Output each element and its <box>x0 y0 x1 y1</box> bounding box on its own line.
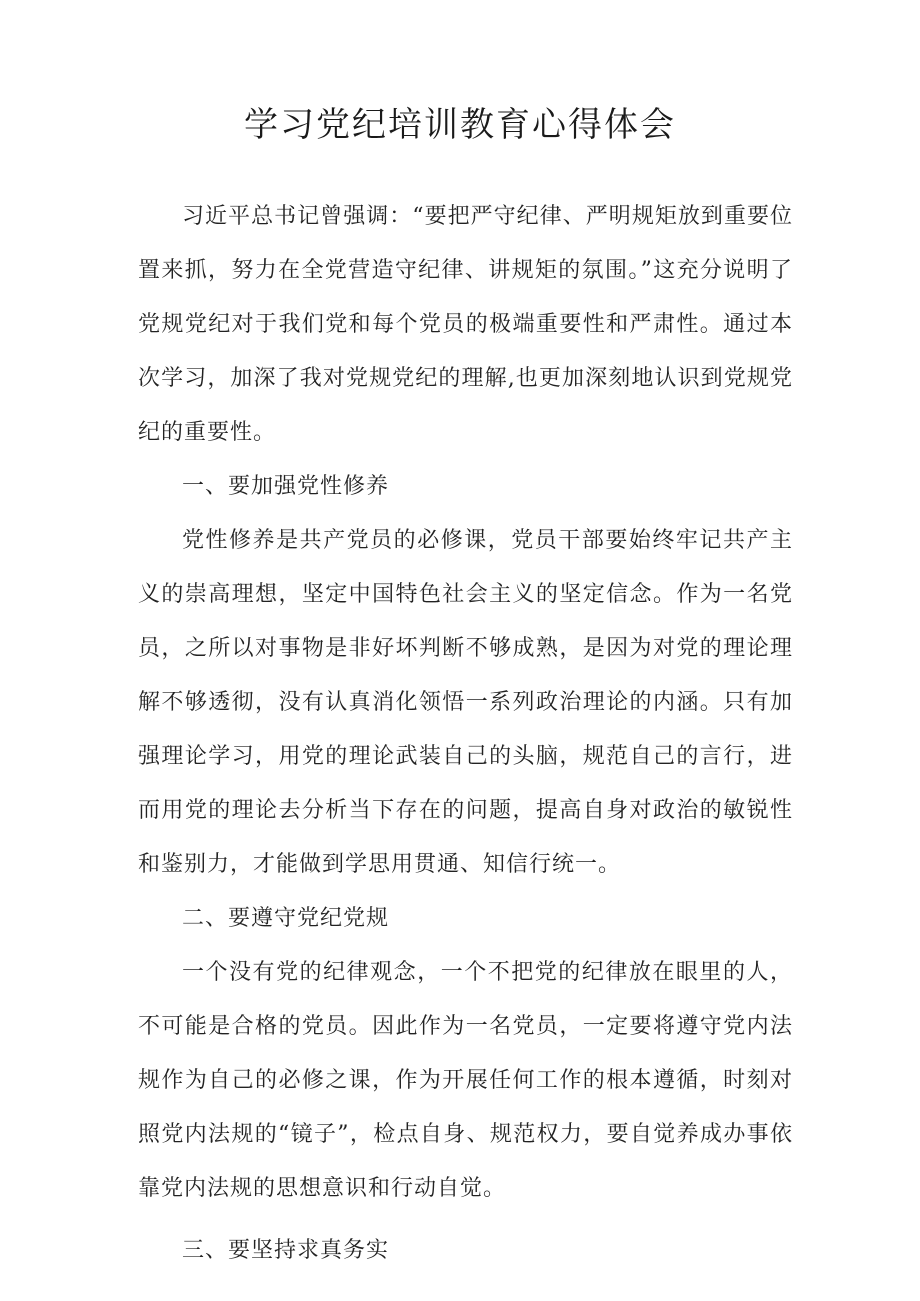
document-body <box>138 190 793 1278</box>
section-2-paragraph: 一个没有党的纪律观念，一个不把党的纪律放在眼里的人，不可能是合格的党员。因此作为一名党员，一定要将遵守党内法规作为自己的必修之课，作为开展任何工作的根本遵循，时刻对照党内法规的“镜子”，检点自身、规范权力，要自觉养成办事依靠党内法规的思想意识和行动自觉。 <box>138 960 793 1201</box>
section-heading-3: 三、要坚持求真务实 <box>182 1238 390 1263</box>
section-heading-2: 二、要遵守党纪党规 <box>182 906 390 931</box>
document-title: 学习党纪培训教育心得体会 <box>244 105 676 145</box>
section-1-paragraph: 党性修养是共产党员的必修课，党员干部要始终牢记共产主义的崇高理想，坚定中国特色社会主义的坚定信念。作为一名党员，之所以对事物是非好坏判断不够成熟，是因为对党的理论理解不够透彻，没有认真消化领悟一系列政治理论的内涵。只有加强理论学习，用党的理论武装自己的头脑，规范自己的言行，进而用党的理论去分析当下存在的问题，提高自身对政治的敏锐性和鉴别力，才能做到学思用贯通、知信行统一。 <box>138 528 793 877</box>
intro-paragraph: 习近平总书记曾强调：“要把严守纪律、严明规矩放到重要位置来抓，努力在全党营造守纪律、讲规矩的氛围。”这充分说明了党规党纪对于我们党和每个党员的极端重要性和严肃性。通过本次学习，加深了我对党规党纪的理解,也更加深刻地认识到党规党纪的重要性。 <box>138 204 793 445</box>
section-heading-1: 一、要加强党性修养 <box>182 474 390 499</box>
